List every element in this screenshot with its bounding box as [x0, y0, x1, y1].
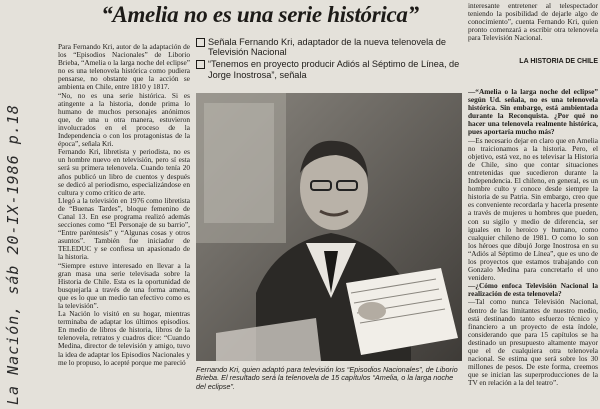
paragraph: “No, no es una serie histórica. Si es atingente a la historia, donde prima lo humano de muchos personajes anónimos que, de una u otra manera, estuvieron involucrados en el proceso de la Independencia o con los protagonistas de la época”, señala Kri. [58, 90, 190, 149]
interview-answer: —Es necesario dejar en claro que en Amelia no traicionamos a la historia. Pero, el objetivo, está vez, no es televisar la Historia de Chile, sino que contar situaciones entretenidas que sucedieron durante la Independencia. El chileno, en general, es un hombre culto y conoce desde siempre la historia de su Patria. Sin embargo, creo que es conveniente recordarla y hacerla presente a través de mujeres u hombres que pueden, con su sigilo y medio de diferencia, ser iguales en lo heroico y humano, como cualquier chileno de 1981. O como lo son los héroes que dibujó Jorge Inostrosa en su “Adiós al Séptimo de Línea”, que es uno de los proyectos que estamos trabajando con Gonzalo Medina para concretarlo el uno venidero. [468, 135, 598, 283]
paragraph: Llegó a la televisión en 1976 como libretista de “Buenas Tardes”, bloque femenino de Canal 13. En ese programa realizó además secciones como “El Personaje de su barrio”, “Entre paréntesis” y “Algunas cosas y otros asuntos”. También fue iniciador de TELEDUC y se confiesa un apasionado de la historia. [58, 195, 190, 262]
paragraph: Para Fernando Kri, autor de la adaptación de los “Episodios Nacionales” de Liborio Brieba, “Amelia o la larga noche del eclipse” no es una telenovela histórica como pudiera pensarse, no obstante que la acción se ambienta en Chile, entre 1810 y 1817. [58, 43, 190, 92]
paragraph: “Siempre estuve interesado en llevar a la gran masa una serie televisada sobre la Historia de Chile. Esta es la oportunidad de busquejarla a través de una forma amena, que es lo que un medio tan efectivo como es la televisión”. [58, 260, 190, 310]
handwritten-margin-note: La Nación, sáb 20-IX-1986 p.18 [4, 104, 22, 405]
article-column-top-right: interesante entretener al telespectador teniendo la posibilidad de dejarle algo de conocimiento”, cuenta Fernando Kri, quien pronto comenzará a escribir otra telenovela para Televisión Nacional. [468, 2, 598, 43]
paragraph: Fernando Kri, libretista y periodista, no es un hombre nuevo en televisión, pero sí esta será su primera telenovela. Cuando tenía 20 años publicó un libro de cuentos y después se dedicó al periodismo, especializándose en cultura y como crítico de arte. [58, 147, 190, 197]
interview-answer: —Tal como nunca Televisión Nacional, dentro de las limitantes de nuestro medio, está destinando tanto esfuerzo técnico y financiero a un proyecto de esta índole, considerando que para 15 capítulos se ha destinado un presupuesto altamente mayor que el de cualquiera otra telenovela nacional. Se estima que será sobre los 30 millones de pesos. De este forma, creemos que se inician las superproducciones de la TV en relación a la del teatro”. [468, 297, 598, 388]
man-with-books-photo-icon [196, 93, 462, 361]
subhead-2 [196, 59, 464, 79]
interview-question: —¿Cómo enfoca Televisión Nacional la realización de esta telenovela? [468, 281, 598, 299]
subhead-1 [196, 37, 464, 57]
headline: “Amelia no es una serie histórica” [101, 2, 419, 27]
photo-caption: Fernando Kri, quien adaptó para televisión los “Episodios Nacionales”, de Liborio Brieba. El resultado será la telenovela de 15 capítulos “Amelia, o la larga noche del eclipse”. [196, 365, 458, 391]
article-column-left [58, 43, 190, 405]
bullet-box-icon [196, 38, 205, 47]
portrait-photo [196, 93, 462, 361]
bullet-box-icon [196, 60, 205, 69]
subhead-text: Señala Fernando Kri, adaptador de la nueva telenovela de Televisión Nacional [208, 37, 447, 58]
subhead-text: “Tenemos en proyecto producir Adiós al Séptimo de Línea, de Jorge Inostrosa”, señala [208, 59, 460, 80]
paragraph: La Nación lo visitó en su hogar, mientras terminaba de adaptar los últimos episodios. En medio de libros de historia, libros de la telenovela, retratos y cuadros dice: “Cuando Medina, director de televisión y amigo, tuvo la idea de adaptar los Episodios Nacionales y me lo propuso, lo acepté porque me pareció [58, 309, 190, 367]
section-label: LA HISTORIA DE CHILE [519, 58, 598, 65]
interview-question: —“Amelia o la larga noche del eclipse” según Ud. señala, no es una telenovela histórica. Sin embargo, está ambientada durante la Reconquista. ¿Por qué no hacer una telenovela realmente histórica, pues aportaría mucho más? [468, 88, 598, 137]
article-column-right [468, 88, 598, 406]
subheads [196, 37, 464, 82]
